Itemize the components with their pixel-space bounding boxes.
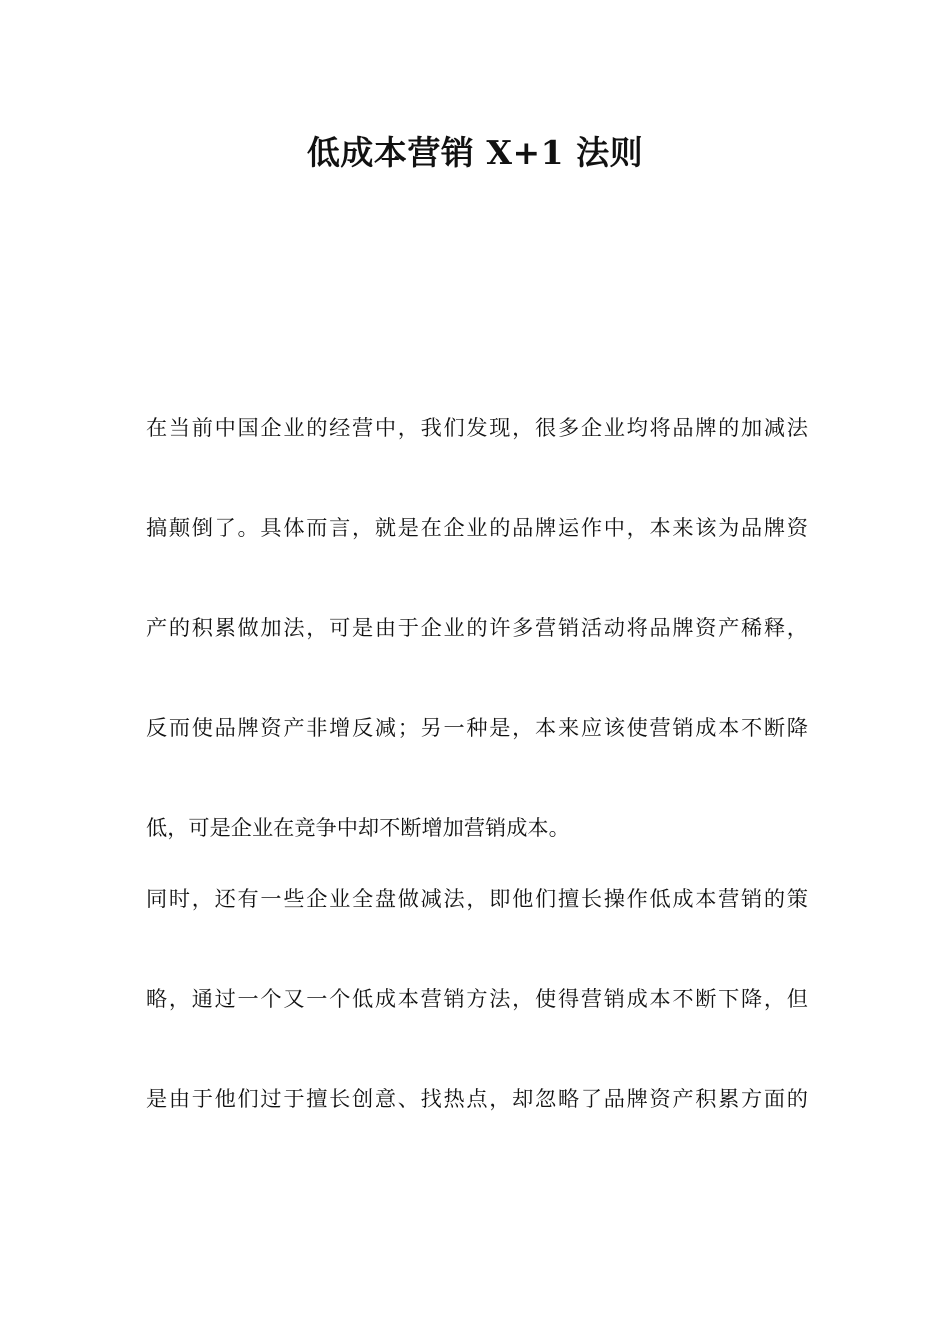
- document-title: 低成本营销 X+1 法则: [306, 133, 644, 172]
- text-line: 反而使品牌资产非增反减；另一种是，本来应该使营销成本不断降: [146, 715, 808, 740]
- text-line: 是由于他们过于擅长创意、找热点，却忽略了品牌资产积累方面的: [146, 1086, 808, 1111]
- text-line: 同时，还有一些企业全盘做减法，即他们擅长操作低成本营销的策: [146, 886, 808, 911]
- text-line: 在当前中国企业的经营中，我们发现，很多企业均将品牌的加减法: [146, 415, 808, 440]
- text-line: 略，通过一个又一个低成本营销方法，使得营销成本不断下降，但: [146, 986, 808, 1011]
- text-line: 产的积累做加法，可是由于企业的许多营销活动将品牌资产稀释，: [146, 615, 808, 640]
- text-line: 搞颠倒了。具体而言，就是在企业的品牌运作中，本来该为品牌资: [146, 515, 808, 540]
- text-line: 低，可是企业在竞争中却不断增加营销成本。: [146, 815, 570, 840]
